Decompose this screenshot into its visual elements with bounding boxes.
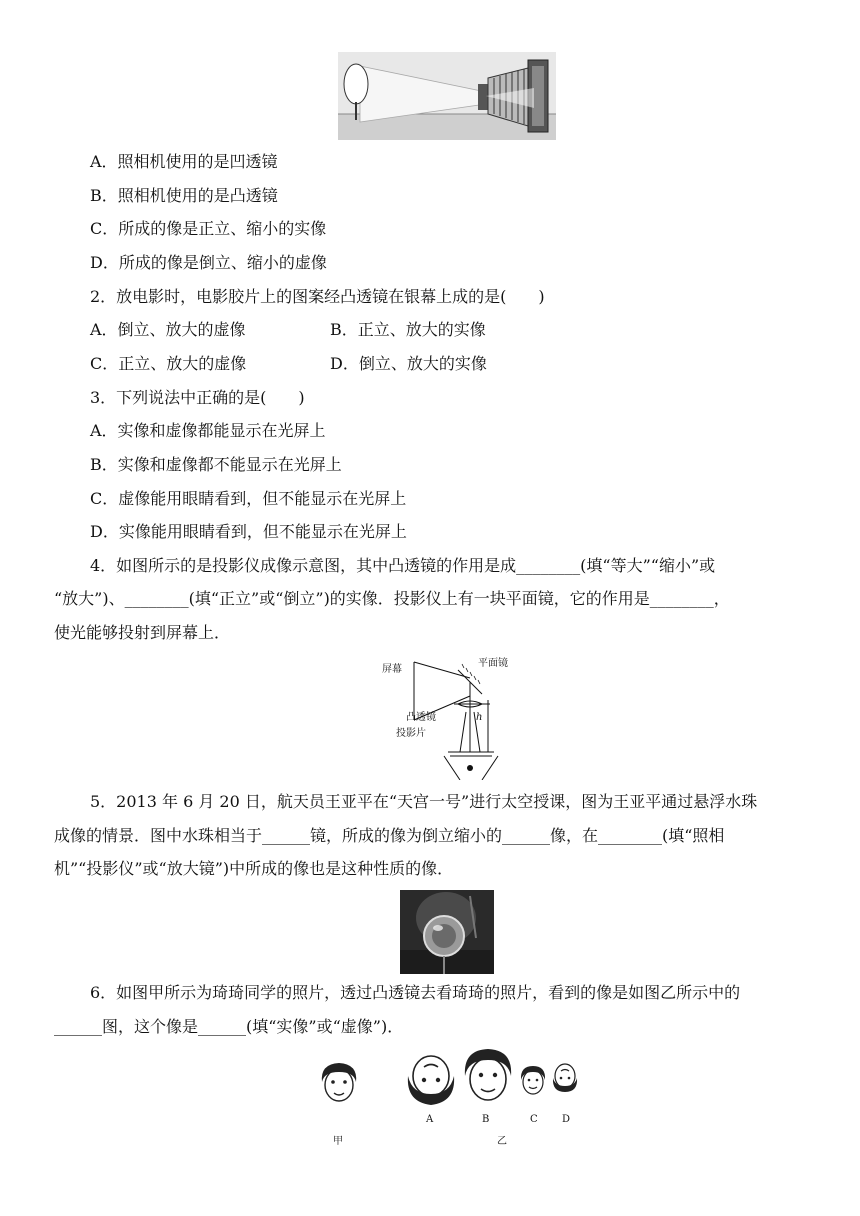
q2-option-a: A．倒立、放大的虚像 — [90, 320, 246, 339]
q1-option-a: A．照相机使用的是凹透镜 — [90, 152, 278, 171]
label-d: D — [562, 1114, 571, 1125]
q6-line-1: 6．如图甲所示为琦琦同学的照片，透过凸透镜去看琦琦的照片，看到的像是如图乙所示中的 — [90, 983, 741, 1002]
q5-line-3: 机”“投影仪”或“放大镜”)中所成的像也是这种性质的像． — [54, 859, 454, 878]
face-photo-jia — [316, 1060, 362, 1104]
q5-line-2: 成像的情景．图中水珠相当于______镜，所成的像为倒立缩小的______像，在________(填“照相 — [54, 826, 725, 845]
q2-option-c: C．正立、放大的虚像 — [90, 354, 247, 373]
label-screen: 屏幕 — [382, 664, 402, 675]
face-option-d — [550, 1062, 580, 1094]
q2-stem: 2．放电影时，电影胶片上的图案经凸透镜在银幕上成的是( ) — [90, 287, 545, 306]
label-mirror: 平面镜 — [478, 658, 508, 669]
q1-option-c: C．所成的像是正立、缩小的实像 — [90, 219, 327, 238]
label-yi: 乙 — [497, 1136, 507, 1147]
q2-option-d: D．倒立、放大的实像 — [330, 354, 487, 373]
q5-line-1: 5．2013 年 6 月 20 日，航天员王亚平在“天宫一号”进行太空授课，图为王亚平通过悬浮水珠 — [90, 792, 758, 811]
q4-line-3: 使光能够投射到屏幕上． — [54, 623, 231, 642]
label-slide: 投影片 — [396, 728, 426, 739]
water-droplet-photo — [400, 890, 494, 974]
q3-option-d: D．实像能用眼睛看到，但不能显示在光屏上 — [90, 522, 407, 541]
label-lens: 凸透镜 — [406, 712, 436, 723]
label-c: C — [530, 1114, 538, 1125]
face-option-a — [402, 1050, 460, 1108]
camera-figure — [338, 52, 556, 140]
q6-line-2: ______图，这个像是______(填“实像”或“虚像”)． — [54, 1017, 404, 1036]
q3-option-b: B．实像和虚像都不能显示在光屏上 — [90, 455, 342, 474]
q4-line-1: 4．如图所示的是投影仪成像示意图，其中凸透镜的作用是成________(填“等大”“缩小”或 — [90, 556, 716, 575]
q3-option-a: A．实像和虚像都能显示在光屏上 — [90, 421, 326, 440]
face-option-b — [460, 1046, 516, 1106]
label-jia: 甲 — [333, 1136, 343, 1147]
q3-stem: 3．下列说法中正确的是( ) — [90, 388, 305, 407]
q1-option-b: B．照相机使用的是凸透镜 — [90, 186, 278, 205]
q3-option-c: C．虚像能用眼睛看到，但不能显示在光屏上 — [90, 489, 407, 508]
q1-option-d: D．所成的像是倒立、缩小的虚像 — [90, 253, 327, 272]
label-b: B — [482, 1114, 490, 1125]
label-h: h — [476, 712, 483, 723]
q2-option-b: B．正立、放大的实像 — [330, 320, 486, 339]
label-a: A — [426, 1114, 434, 1125]
q4-line-2: “放大”)、________(填“正立”或“倒立”)的实像．投影仪上有一块平面镜，它的作用是________， — [54, 589, 730, 608]
face-option-c — [518, 1064, 548, 1096]
